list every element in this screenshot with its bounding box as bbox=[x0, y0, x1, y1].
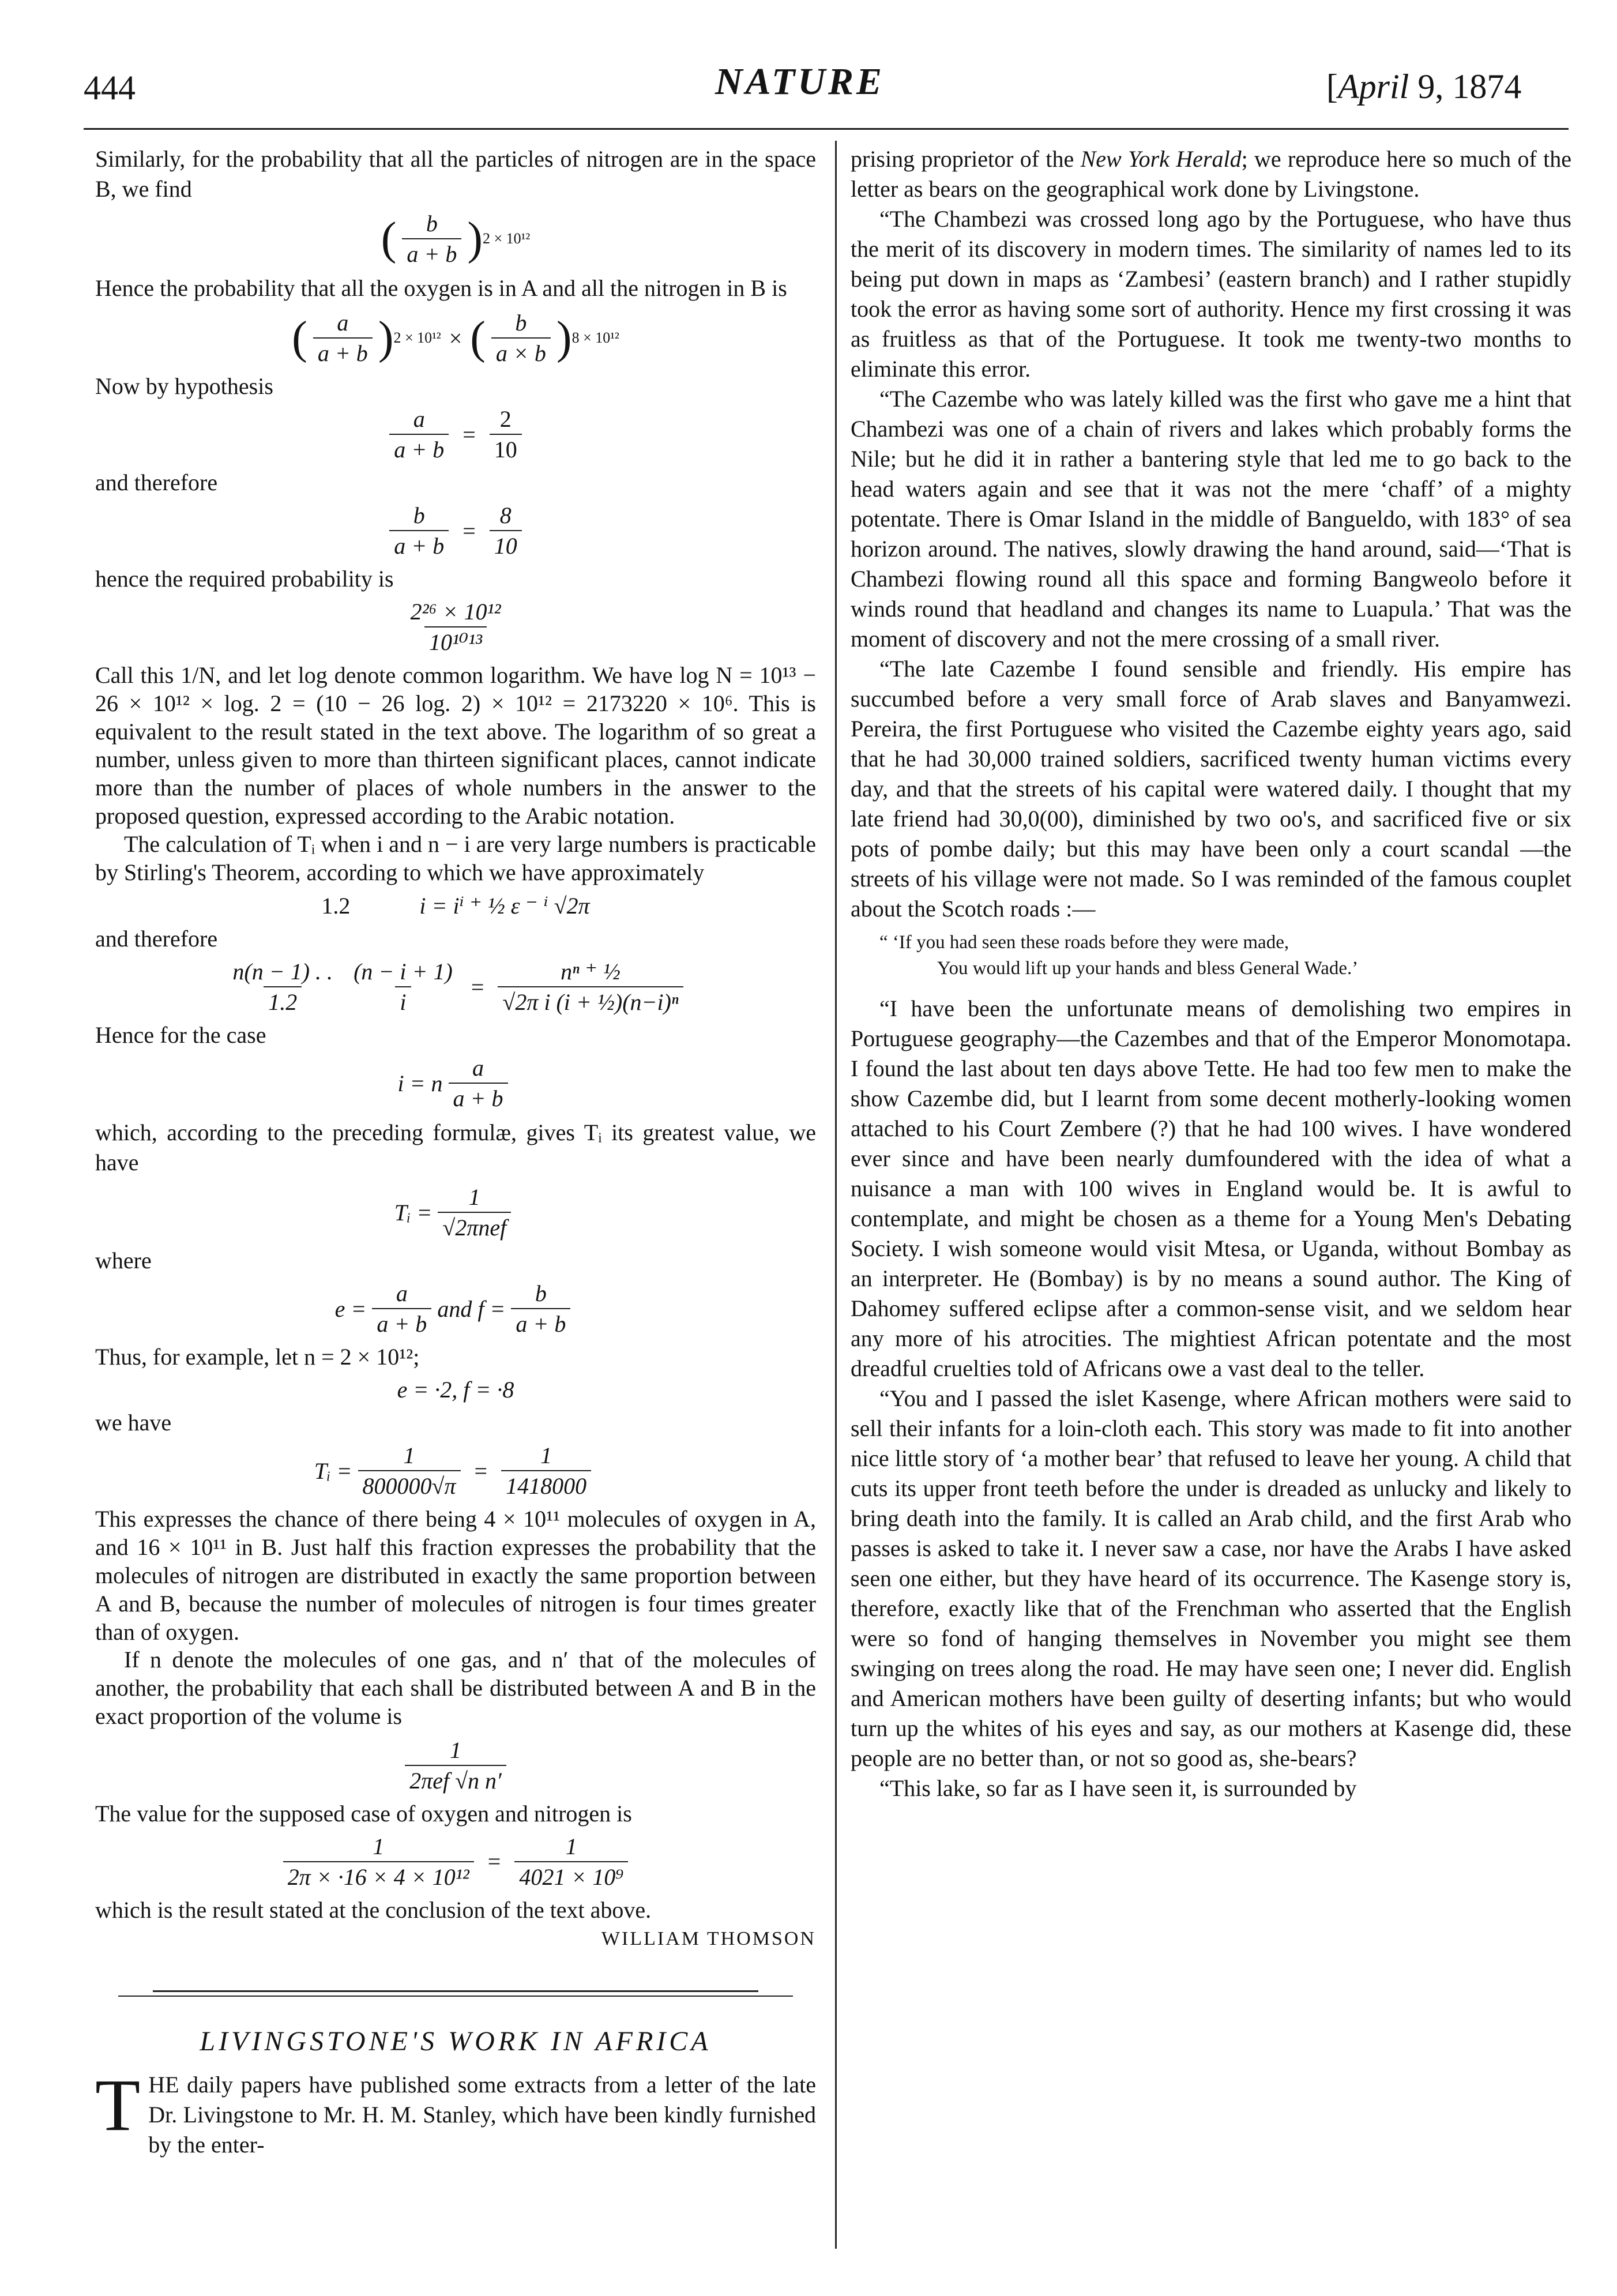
text-line: Now by hypothesis bbox=[95, 373, 273, 399]
paragraph: “The Chambezi was crossed long ago by the Portuguese, who have thus the merit of its discovery in modern times. The similarity of names led to its being put down in maps as ‘Zambesi’ (eastern branch) and I rather stupidly took the error as having some sort of authority. Hence my first crossing it was as fruitless as that of the Portuguese. It took me twenty-two months to eliminate this error. bbox=[851, 206, 1571, 382]
numerator: nⁿ ⁺ ½ bbox=[561, 959, 621, 985]
paragraph: Call this 1/N, and let log denote common logarithm. We have log N = 10¹³ − 26 × 10¹² × log. 2 = (10 − 26 log. 2) × 10¹² = 2173220 × 10⁶. This is equivalent to the result stated in the text above. The logarithm of so great a number, unless given to more than thirteen significant places, cannot indicate more than the number of places of whole numbers in the answer to the proposed question, expressed according to the Arabic notation. bbox=[95, 662, 816, 829]
column-divider bbox=[835, 141, 837, 2249]
denominator: a + b bbox=[372, 1308, 431, 1337]
denominator: 800000√π bbox=[358, 1470, 461, 1500]
text-line: where bbox=[95, 1247, 152, 1274]
fraction bbox=[389, 405, 449, 463]
numerator: b bbox=[535, 1280, 547, 1307]
paragraph: “This lake, so far as I have seen it, is surrounded by bbox=[879, 1775, 1357, 1802]
equation: e = ·2, f = ·8 bbox=[397, 1377, 514, 1403]
numerator: a bbox=[472, 1055, 484, 1081]
equation bbox=[95, 958, 816, 1016]
left-column bbox=[95, 144, 816, 2160]
paragraph bbox=[851, 144, 1571, 204]
date-bracket: [ bbox=[1326, 67, 1338, 106]
right-column bbox=[851, 144, 1571, 1803]
verse-line: You would lift up your hands and bless General Wade.’ bbox=[937, 957, 1359, 979]
equation bbox=[95, 1054, 816, 1112]
equation bbox=[95, 1442, 816, 1500]
author-signature: WILLIAM THOMSON bbox=[601, 1927, 816, 1949]
date-day-year: 9, 1874 bbox=[1409, 67, 1522, 106]
fraction bbox=[228, 958, 337, 1016]
fraction bbox=[490, 405, 522, 463]
fraction bbox=[491, 309, 551, 367]
numerator: 1 bbox=[403, 1442, 415, 1469]
journal-title: NATURE bbox=[715, 61, 885, 103]
numerator: 1 bbox=[540, 1442, 552, 1469]
denominator: 10 bbox=[490, 434, 522, 463]
text-line: and therefore bbox=[95, 469, 218, 495]
section-rule bbox=[153, 1990, 758, 1992]
paragraph: Similarly, for the probability that all the particles of nitrogen are in the space B, we find bbox=[95, 146, 816, 202]
denominator: a + b bbox=[511, 1308, 570, 1337]
equation bbox=[95, 210, 816, 268]
operator: = bbox=[462, 517, 476, 544]
numerator: b bbox=[426, 211, 438, 236]
fraction bbox=[498, 958, 683, 1016]
paren: ( bbox=[292, 313, 307, 363]
operator: = bbox=[462, 421, 476, 448]
numerator: b bbox=[515, 310, 527, 336]
denominator: √2π i (i + ½)(n−i)ⁿ bbox=[498, 986, 683, 1016]
text-line: Thus, for example, let n = 2 × 10¹²; bbox=[95, 1344, 420, 1370]
numerator: 2²⁶ × 10¹² bbox=[410, 599, 501, 625]
text-line: and therefore bbox=[95, 926, 218, 952]
text-line: we have bbox=[95, 1410, 172, 1436]
date-month: April bbox=[1337, 67, 1409, 106]
paren: ) bbox=[467, 213, 483, 264]
paragraph: which, according to the preceding formulæ, gives Tᵢ its greatest value, we have bbox=[95, 1119, 816, 1176]
denominator: 10¹⁰¹³ bbox=[424, 626, 487, 656]
text-run: ; we reproduce here so much of the letter as bears on the geographical work done by Livingstone. bbox=[851, 146, 1572, 202]
denominator: a × b bbox=[491, 337, 551, 367]
text-run: prising proprietor of the bbox=[851, 146, 1081, 172]
numerator: 1 bbox=[373, 1833, 385, 1859]
numerator: a bbox=[413, 406, 425, 432]
paragraph: “The Cazembe who was lately killed was the first who gave me a hint that Chambezi was one of a chain of rivers and lakes which probably forms the Nile; but he did it in rather a bantering style that led me to go back to the head waters again and see that it was not the mere ‘chaff’ of a mighty potentate. There is Omar Island in the middle of Bangueldo, with 183° of sea horizon around. The natives, slowly drawing the hand around, said—‘That is Chambezi flowing round all this space and forming Bangweolo before it winds round that headland and changes its name to Luapula.’ That was the moment of discovery and not the mere crossing of a small river. bbox=[851, 386, 1571, 652]
newspaper-name: New York Herald bbox=[1080, 146, 1242, 172]
fraction bbox=[449, 1054, 508, 1112]
paragraph: “The late Cazembe I found sensible and friendly. His empire has succumbed before a very small force of Arab slaves and Banyamwezi. Pereira, the first Portuguese who visited the Cazembe eighty years ago, said that he had 30,000 trained soldiers, sacrificed twenty human victims every day, and that the streets of his capital were watered daily. I thought that my late friend had 30,0(00), diminished by two oo's, and sacrificed five or six pots of pombe daily; but this may have been only a court scandal —the streets of his village were not made. So I was reminded of the famous couplet about the Scotch roads :— bbox=[851, 656, 1571, 922]
header-rule bbox=[84, 128, 1569, 130]
denominator: a + b bbox=[389, 434, 449, 463]
numerator: b bbox=[413, 502, 425, 528]
fraction bbox=[438, 1183, 511, 1241]
fraction bbox=[514, 1833, 628, 1891]
numerator: a bbox=[396, 1280, 408, 1307]
denominator: 1418000 bbox=[501, 1470, 591, 1500]
equation bbox=[95, 1183, 816, 1241]
exponent: 8 × 10¹² bbox=[571, 329, 619, 346]
exponent: 2 × 10¹² bbox=[483, 230, 531, 247]
fraction bbox=[406, 598, 506, 656]
denominator: √2πnef bbox=[438, 1212, 511, 1241]
paren: ) bbox=[556, 313, 572, 363]
denominator: a + b bbox=[313, 337, 373, 367]
fraction bbox=[283, 1833, 474, 1891]
equation bbox=[95, 1280, 816, 1337]
numerator: n(n − 1) . . bbox=[232, 959, 333, 985]
denominator: 2π × ·16 × 4 × 10¹² bbox=[283, 1861, 474, 1891]
equation bbox=[95, 502, 816, 559]
denominator: 2πef √n n′ bbox=[405, 1765, 506, 1794]
paragraph: Hence the probability that all the oxygen is in A and all the nitrogen in B is bbox=[95, 275, 787, 301]
equation-lhs: Tᵢ = bbox=[394, 1199, 433, 1226]
numerator: 1 bbox=[565, 1833, 577, 1859]
denominator: a + b bbox=[402, 238, 461, 268]
equation bbox=[95, 892, 816, 919]
equation bbox=[95, 1737, 816, 1794]
denominator: 10 bbox=[490, 530, 522, 559]
text-line: The value for the supposed case of oxygen and nitrogen is bbox=[95, 1800, 632, 1827]
fraction bbox=[402, 210, 461, 268]
equation bbox=[95, 405, 816, 463]
equation bbox=[95, 1833, 816, 1891]
numerator: a bbox=[337, 310, 349, 336]
operator: = bbox=[471, 974, 484, 1000]
paren: ( bbox=[470, 313, 486, 363]
denominator: 1.2 bbox=[264, 986, 302, 1016]
paragraph: This expresses the chance of there being 4 × 10¹¹ molecules of oxygen in A, and 16 × 10¹¹ in B. Just half this fraction expresses the probability that the molecules of nitrogen are distributed in exactly the same proportion between A and B, because the number of molecules of nitrogen is four times greater than of oxygen. bbox=[95, 1506, 816, 1645]
numerator: (n − i + 1) bbox=[354, 959, 453, 985]
operator: = bbox=[474, 1457, 488, 1484]
paragraph: “You and I passed the islet Kasenge, where African mothers were said to sell their infants for a loin-cloth each. This story was made to fit into another nice little story of ‘a mother bear’ that refused to leave her young. A child that cuts its upper front teeth before the under is dreaded as unlucky and likely to bring death into the family. It is called an Arab child, and the first Arab who passes is asked to take it. I never saw a case, nor have the Arabs I have asked seen one either, but they have heard of its occurrence. The Kasenge story is, therefore, exactly like that of the Frenchman who asserted that the English were so fond of hanging themselves in November you might see them swinging on trees along the road. He may have seen one; I never did. English and American mothers have been guilty of deserting infants; but who would turn up the whites of his eyes and say, as our mothers at Kasenge did, these people are no better than, or not so good as, she-bears? bbox=[851, 1385, 1571, 1772]
equation bbox=[95, 309, 816, 367]
page-number: 444 bbox=[84, 69, 136, 107]
equation-lhs: Tᵢ = bbox=[314, 1457, 352, 1484]
operator: = bbox=[487, 1848, 501, 1875]
numerator: 8 bbox=[499, 502, 512, 528]
fraction bbox=[372, 1280, 431, 1337]
equation-connector: and f = bbox=[437, 1295, 506, 1322]
text-line: which is the result stated at the conclusion of the text above. bbox=[95, 1896, 652, 1923]
paren: ( bbox=[381, 213, 397, 264]
issue-date bbox=[1326, 67, 1521, 107]
equation-right: i = iⁱ ⁺ ½ ε ⁻ ⁱ √2π bbox=[419, 893, 590, 919]
text-line: hence the required probability is bbox=[95, 566, 394, 592]
fraction bbox=[405, 1737, 506, 1794]
operator: × bbox=[449, 325, 462, 351]
numerator: 1 bbox=[468, 1184, 480, 1211]
denominator: a + b bbox=[389, 530, 449, 559]
section-rule bbox=[118, 1996, 793, 1997]
paragraph: The calculation of Tᵢ when i and n − i are very large numbers is practicable by Stirling's Theorem, according to which we have approximately bbox=[95, 831, 816, 885]
equation bbox=[95, 598, 816, 656]
drop-cap: T bbox=[95, 2064, 141, 2146]
fraction bbox=[389, 502, 449, 559]
fraction bbox=[358, 1442, 461, 1500]
numerator: 2 bbox=[499, 406, 512, 432]
equation-left: 1.2 bbox=[321, 893, 351, 919]
fraction bbox=[349, 958, 457, 1016]
text-line: Hence for the case bbox=[95, 1022, 266, 1049]
denominator: 4021 × 10⁹ bbox=[514, 1861, 628, 1891]
verse-line: “ ‘If you had seen these roads before they were made, bbox=[879, 932, 1289, 953]
denominator: a + b bbox=[449, 1083, 508, 1112]
fraction bbox=[313, 309, 373, 367]
equation-lhs: i = n bbox=[397, 1070, 443, 1096]
article-intro bbox=[95, 2064, 816, 2160]
equation-lhs: e = bbox=[334, 1295, 367, 1322]
fraction bbox=[490, 502, 522, 559]
fraction bbox=[501, 1442, 591, 1500]
paragraph: “I have been the unfortunate means of demolishing two empires in Portuguese geography—the Cazembes and that of the Emperor Monomotapa. I found the last about ten days above Tette. He had too few men to make the show Cazembe did, but I learnt from some decent motherly-looking women attached to his Court Zembere (?) that he had 100 wives. I have wondered ever since and have been nearly dumfoundered with the idea of what a nuisance a man with 100 wives in England would be. It is awful to contemplate, and might be chosen as a theme for a Young Men's Debating Society. I wish someone would visit Mtesa, or Uganda, without Bombay as an interpreter. He (Bombay) is by no means a sound author. The King of Dahomey suffered eclipse after a common-sense visit, and we seldom hear any more of his atrocities. The mightiest African potentate and the most dreadful cruelties told of Africans owe a vast deal to the teller. bbox=[851, 995, 1571, 1382]
exponent: 2 × 10¹² bbox=[393, 329, 441, 346]
fraction bbox=[511, 1280, 570, 1337]
section-title: LIVINGSTONE'S WORK IN AFRICA bbox=[200, 2026, 712, 2057]
verse-quote bbox=[879, 930, 1571, 981]
paragraph: HE daily papers have published some extracts from a letter of the late Dr. Livingstone to Mr. H. M. Stanley, which have been kindly furnished by the enter- bbox=[148, 2071, 816, 2158]
paragraph: If n denote the molecules of one gas, and n′ that of the molecules of another, the probability that each shall be distributed between A and B in the exact proportion of the volume is bbox=[95, 1647, 816, 1729]
numerator: 1 bbox=[449, 1737, 461, 1763]
denominator: i bbox=[395, 986, 411, 1016]
paren: ) bbox=[378, 313, 394, 363]
